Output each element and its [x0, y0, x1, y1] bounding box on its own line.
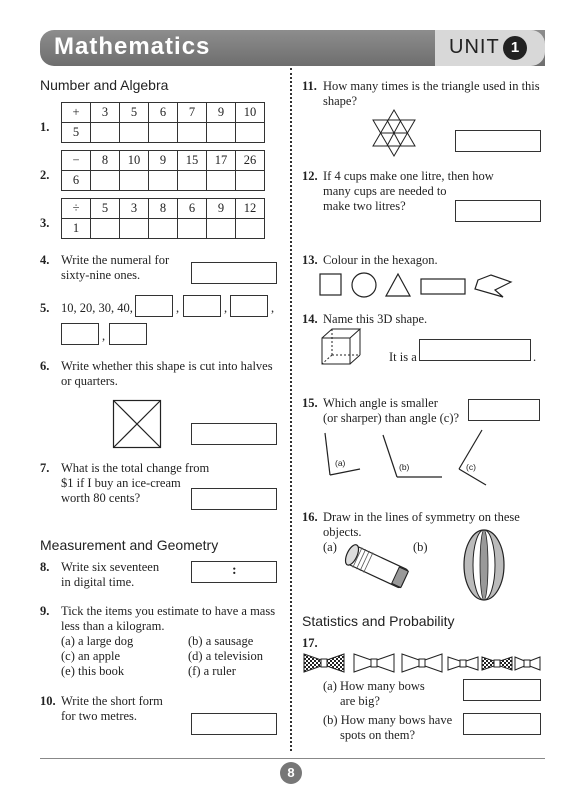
- section-heading-measurement-geometry: Measurement and Geometry: [40, 537, 219, 553]
- rectangle-shape[interactable]: [421, 279, 465, 294]
- question-text: If 4 cups make one litre, then how: [323, 169, 494, 183]
- question-text: Write six seventeen: [61, 560, 160, 574]
- question-number: 4.: [40, 253, 50, 267]
- question-text: spots on them?: [340, 728, 415, 742]
- unit-badge: [435, 30, 545, 66]
- question-number: 5.: [40, 301, 50, 315]
- answer-box-q11[interactable]: [455, 130, 541, 152]
- glue-stick-drawing[interactable]: [336, 538, 416, 593]
- question-number: 7.: [40, 461, 50, 475]
- option-item[interactable]: (e) this book: [61, 664, 125, 678]
- question-text: worth 80 cents?: [61, 491, 141, 505]
- object-label: (b): [413, 540, 428, 554]
- angles-diagram: [320, 425, 520, 490]
- section-heading-number-algebra: Number and Algebra: [40, 77, 169, 93]
- header-cell: 5: [91, 199, 120, 219]
- answer-cell[interactable]: [120, 123, 149, 143]
- answer-box-q17a[interactable]: [463, 679, 541, 701]
- bow-icon: [402, 654, 442, 672]
- question-text: Colour in the hexagon.: [323, 253, 438, 267]
- answer-prefix: It is a: [389, 350, 417, 364]
- header-cell: 6: [149, 103, 178, 123]
- bow-icon: [304, 654, 344, 672]
- answer-box-q14[interactable]: [419, 339, 531, 361]
- header-cell: 9: [207, 103, 236, 123]
- question-number: 6.: [40, 359, 50, 373]
- answer-cell[interactable]: [178, 219, 207, 239]
- question-number: 10.: [40, 694, 56, 708]
- question-text: Write whether this shape is cut into halves: [61, 359, 273, 373]
- header-cell: 26: [236, 151, 265, 171]
- question-text: Tick the items you estimate to have a mass: [61, 604, 276, 618]
- answer-cell[interactable]: [91, 219, 120, 239]
- square-shape[interactable]: [320, 274, 341, 295]
- question-text: or quarters.: [61, 374, 118, 388]
- question-text: less than a kilogram.: [61, 619, 165, 633]
- question-text: $1 if I buy an ice-cream: [61, 476, 181, 490]
- bow-icon: [482, 657, 512, 670]
- circle-shape[interactable]: [352, 273, 376, 297]
- row-value-cell: 5: [62, 123, 91, 143]
- header-cell: 17: [207, 151, 236, 171]
- answer-cell[interactable]: [236, 171, 265, 191]
- question-number: 11.: [302, 79, 317, 93]
- angle-a: [325, 433, 330, 475]
- answer-cell[interactable]: [149, 123, 178, 143]
- operation-table: [61, 150, 265, 191]
- time-colon: :: [232, 563, 237, 578]
- operation-table: [61, 102, 265, 143]
- section-heading-statistics-probability: Statistics and Probability: [302, 613, 455, 629]
- angle-label: (b): [399, 462, 410, 472]
- ball-drawing[interactable]: [463, 528, 505, 602]
- question-number: 2.: [40, 168, 50, 182]
- unit-label: UNIT: [449, 36, 500, 58]
- shapes-row: [318, 272, 523, 300]
- sequence-blank[interactable]: [135, 295, 173, 317]
- bow-icon: [354, 654, 394, 672]
- option-item[interactable]: (f) a ruler: [188, 664, 236, 678]
- answer-cell[interactable]: [236, 219, 265, 239]
- digital-time-box[interactable]: [191, 561, 277, 583]
- sequence-blank[interactable]: [183, 295, 221, 317]
- header-cell: 9: [207, 199, 236, 219]
- answer-box-q17b[interactable]: [463, 713, 541, 735]
- question-number: 8.: [40, 560, 50, 574]
- angle-b: [383, 435, 397, 477]
- answer-box-q6[interactable]: [191, 423, 277, 445]
- row-value-cell: 1: [62, 219, 91, 239]
- footer-rule: [40, 758, 545, 759]
- option-item[interactable]: (a) a large dog: [61, 634, 134, 648]
- unit-header-bar: [40, 30, 545, 66]
- answer-cell[interactable]: [207, 219, 236, 239]
- triangle-shape[interactable]: [386, 274, 410, 296]
- option-item[interactable]: (d) a television: [188, 649, 263, 663]
- bows-row: [302, 652, 542, 674]
- answer-cell[interactable]: [149, 219, 178, 239]
- question-text: How many times is the triangle used in this: [323, 79, 540, 93]
- column-divider: [290, 68, 292, 751]
- unit-number: 1: [503, 36, 527, 60]
- question-number: 16.: [302, 510, 318, 524]
- sequence-blank[interactable]: [61, 323, 99, 345]
- question-text: objects.: [323, 525, 362, 539]
- answer-box-q10[interactable]: [191, 713, 277, 735]
- option-item[interactable]: (b) a sausage: [188, 634, 254, 648]
- header-cell: 5: [120, 103, 149, 123]
- question-text: for two metres.: [61, 709, 138, 723]
- question-number: 13.: [302, 253, 318, 267]
- answer-cell[interactable]: [207, 171, 236, 191]
- operator-cell: ÷: [62, 199, 91, 219]
- question-text: in digital time.: [61, 575, 135, 589]
- header-cell: 15: [178, 151, 207, 171]
- question-number: 1.: [40, 120, 50, 134]
- answer-box-q7[interactable]: [191, 488, 277, 510]
- header-cell: 3: [91, 103, 120, 123]
- header-cell: 9: [149, 151, 178, 171]
- question-number: 3.: [40, 216, 50, 230]
- question-text: are big?: [340, 694, 380, 708]
- page-title: Mathematics: [54, 33, 211, 60]
- header-cell: 8: [91, 151, 120, 171]
- cube-diagram: [320, 326, 364, 366]
- question-text: (b) How many bows have: [323, 713, 453, 727]
- question-text: sixty-nine ones.: [61, 268, 141, 282]
- answer-cell[interactable]: [149, 171, 178, 191]
- operator-cell: −: [62, 151, 91, 171]
- option-item[interactable]: (c) an apple: [61, 649, 120, 663]
- object-label: (a): [323, 540, 337, 554]
- question-number: 12.: [302, 169, 318, 183]
- header-cell: 10: [120, 151, 149, 171]
- question-number: 9.: [40, 604, 50, 618]
- answer-cell[interactable]: [91, 123, 120, 143]
- operator-cell: +: [62, 103, 91, 123]
- question-number: 14.: [302, 312, 318, 326]
- bow-icon: [448, 657, 478, 670]
- question-text: Which angle is smaller: [323, 396, 438, 410]
- question-text: many cups are needed to: [323, 184, 447, 198]
- angle-label: (c): [466, 462, 476, 472]
- question-text: 10, 20, 30, 40,: [61, 301, 133, 315]
- question-text: (or sharper) than angle (c)?: [323, 411, 460, 425]
- answer-cell[interactable]: [91, 171, 120, 191]
- answer-cell[interactable]: [120, 219, 149, 239]
- header-cell: 7: [178, 103, 207, 123]
- answer-cell[interactable]: [178, 123, 207, 143]
- question-text: (a) How many bows: [323, 679, 425, 693]
- answer-cell[interactable]: [120, 171, 149, 191]
- question-text: Write the numeral for: [61, 253, 170, 267]
- header-cell: 8: [149, 199, 178, 219]
- hexagon-shape[interactable]: [475, 275, 511, 297]
- question-text: Draw in the lines of symmetry on these: [323, 510, 520, 524]
- square-cut-quarters-diagram: [113, 400, 161, 448]
- row-value-cell: 6: [62, 171, 91, 191]
- answer-cell[interactable]: [236, 123, 265, 143]
- answer-cell[interactable]: [178, 171, 207, 191]
- answer-suffix: .: [533, 350, 537, 364]
- sequence-blank[interactable]: [230, 295, 268, 317]
- answer-box-q15[interactable]: [468, 399, 540, 421]
- question-text: What is the total change from: [61, 461, 210, 475]
- question-text: Name this 3D shape.: [323, 312, 428, 326]
- angle-label: (a): [335, 458, 346, 468]
- answer-cell[interactable]: [207, 123, 236, 143]
- bow-icon: [515, 657, 540, 670]
- header-cell: 3: [120, 199, 149, 219]
- question-text: Write the short form: [61, 694, 163, 708]
- header-cell: 10: [236, 103, 265, 123]
- sequence-blank[interactable]: [109, 323, 147, 345]
- question-text: make two litres?: [323, 199, 406, 213]
- operation-table: [61, 198, 265, 239]
- star-of-triangles-diagram: [370, 108, 418, 158]
- header-cell: 12: [236, 199, 265, 219]
- question-number: 15.: [302, 396, 318, 410]
- question-number: 17.: [302, 636, 318, 650]
- page-number: 8: [280, 762, 302, 784]
- answer-box-q4[interactable]: [191, 262, 277, 284]
- answer-box-q12[interactable]: [455, 200, 541, 222]
- header-cell: 6: [178, 199, 207, 219]
- question-text: shape?: [323, 94, 358, 108]
